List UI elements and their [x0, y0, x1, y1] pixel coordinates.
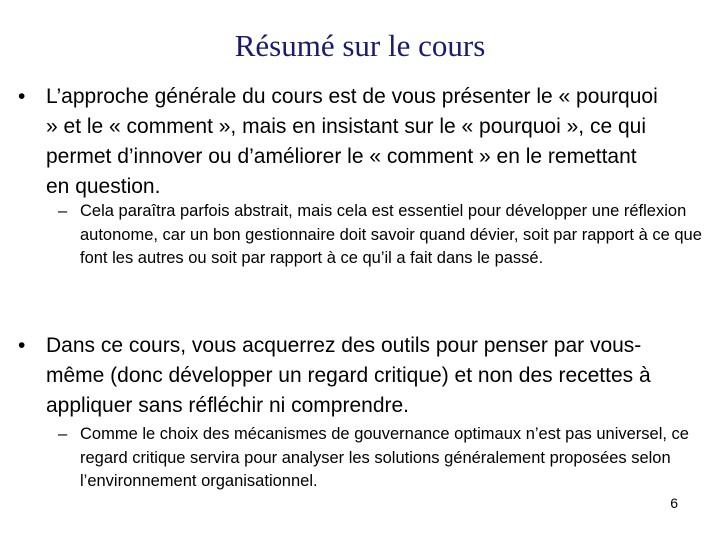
sub-bullet-marker: – [58, 425, 68, 443]
bullet-item-1 [18, 82, 658, 202]
bullet-text-2: Dans ce cours, vous acquerrez des outils pour penser par vous-même (donc développer un regard critique) et non des recettes à appliquer sans réfléchir ni comprendre. [46, 334, 651, 417]
sub-bullet-item-2 [58, 423, 708, 494]
sub-bullet-text-2: Comme le choix des mécanismes de gouvernance optimaux n’est pas universel, ce regard critique servira pour analyser les solutions généralement proposées selon l’environnement organisationnel. [80, 425, 689, 490]
sub-bullet-item-1 [58, 200, 708, 271]
slide-title: Résumé sur le cours [234, 28, 486, 63]
sub-bullet-marker: – [58, 202, 68, 220]
bullet-item-2 [18, 331, 698, 421]
page-number: 6 [670, 495, 678, 511]
bullet-marker: • [18, 334, 26, 357]
sub-bullet-text-1: Cela paraîtra parfois abstrait, mais cela est essentiel pour développer une réflexion autonome, car un bon gestionnaire doit savoir quand dévier, soit par rapport à ce que font les autres ou soit par rapport à ce qu’il a fait dans le passé. [80, 202, 702, 267]
bullet-text-1: L’approche générale du cours est de vous présenter le « pourquoi » et le « comment », mais en insistant sur le « pourquoi », ce qui permet d’innover ou d’améliorer le « comment » en le remettant en question. [46, 85, 658, 198]
bullet-marker: • [18, 85, 26, 108]
